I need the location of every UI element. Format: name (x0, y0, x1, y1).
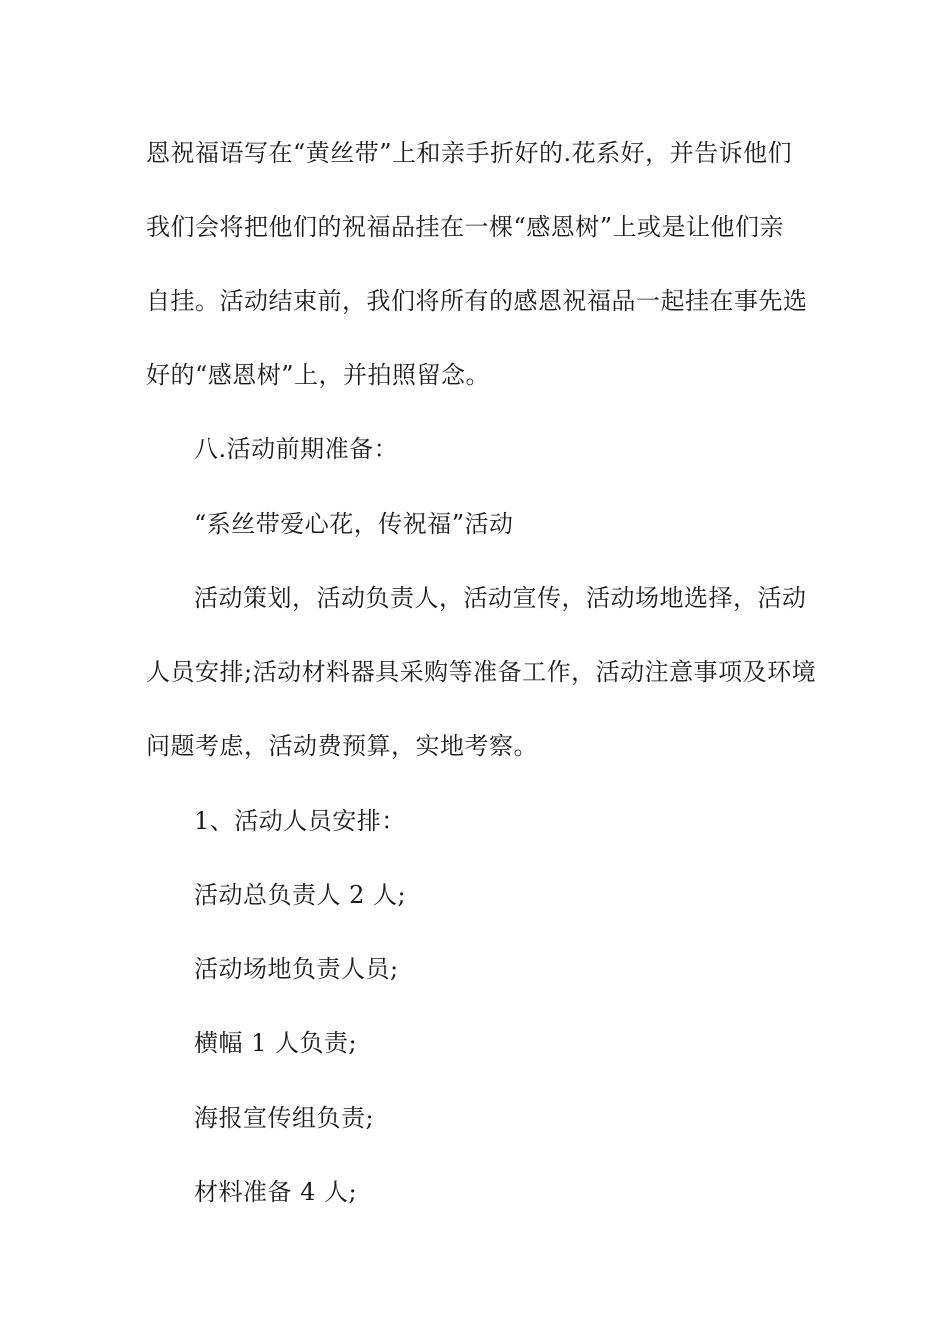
subsection-heading: 1、活动人员安排： (194, 807, 406, 835)
list-item: 海报宣传组负责; (194, 1104, 375, 1132)
paragraph-line: 自挂。活动结束前，我们将所有的感恩祝福品一起挂在事先选 (146, 287, 808, 315)
activity-title: “系丝带爱心花，传祝福”活动 (194, 510, 514, 538)
paragraph-line: 我们会将把他们的祝福品挂在一棵“感恩树”上或是让他们亲 (146, 213, 785, 241)
paragraph-line: 好的“感恩树”上，并拍照留念。 (146, 361, 491, 389)
list-item: 活动总负责人 2 人; (194, 881, 407, 909)
list-item: 横幅 1 人负责; (194, 1029, 358, 1057)
paragraph-line: 活动策划，活动负责人，活动宣传，活动场地选择，活动 (194, 584, 807, 612)
section-heading: 八.活动前期准备： (194, 435, 399, 463)
paragraph-line: 问题考虑，活动费预算，实地考察。 (146, 732, 538, 760)
list-item: 活动场地负责人员; (194, 955, 399, 983)
list-item: 材料准备 4 人; (194, 1178, 358, 1206)
paragraph-line: 恩祝福语写在“黄丝带”上和亲手折好的.花系好，并告诉他们 (146, 139, 793, 167)
paragraph-line: 人员安排;活动材料器具采购等准备工作，活动注意事项及环境 (146, 658, 817, 686)
